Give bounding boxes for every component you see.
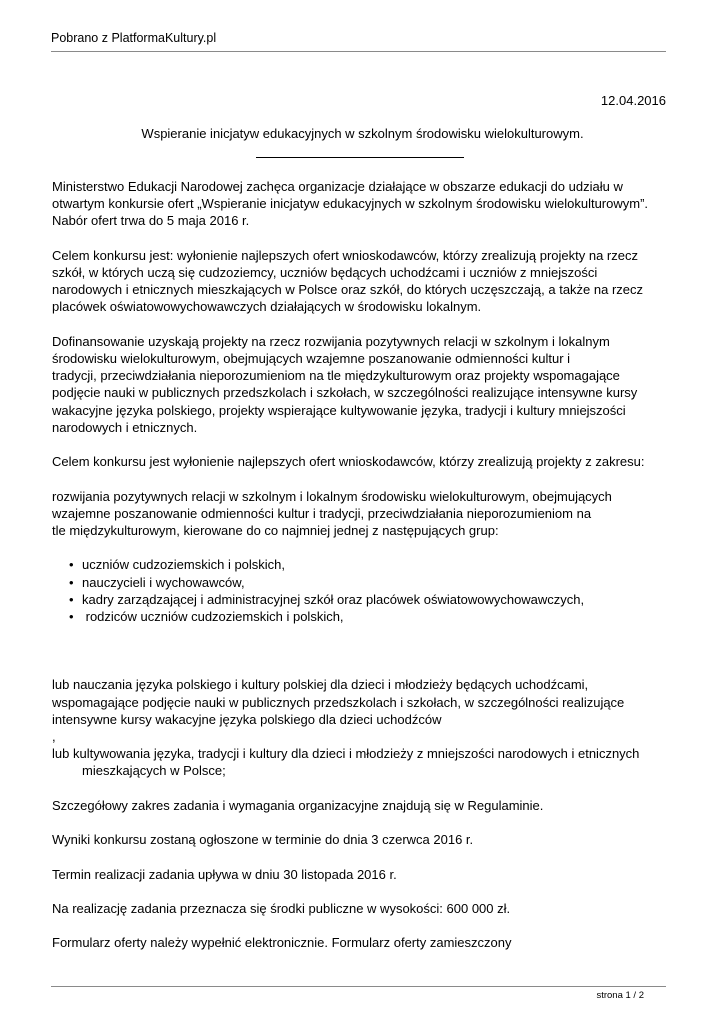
document-body <box>52 178 672 952</box>
paragraph-budget <box>52 900 672 917</box>
text-line: Nabór ofert trwa do 5 maja 2016 r. <box>52 213 250 229</box>
text-line: lub kultywowania języka, tradycji i kultury dla dzieci i młodzieży z mniejszości narodowych i etnicznych <box>52 746 640 762</box>
text-line: Dofinansowanie uzyskają projekty na rzecz rozwijania pozytywnych relacji w szkolnym i lokalnym <box>52 333 610 349</box>
page-header-source: Pobrano z PlatformaKultury.pl <box>51 31 217 45</box>
paragraph-deadline <box>52 866 672 883</box>
header-divider <box>51 51 666 52</box>
paragraph-funding <box>52 333 672 436</box>
text-line: wspomagające podjęcie nauki w publicznych przedszkolach i szkołach, w szczególności realizujące <box>52 694 625 710</box>
text-line: tle międzykulturowym, kierowane do co najmniej jednej z następujących grup: <box>52 523 499 538</box>
paragraph-regulations <box>52 797 672 814</box>
paragraph-form <box>52 934 672 951</box>
text-line: podjęcie nauki w publicznych przedszkolach i szkołach, w szczególności realizujące intensywne kursy <box>52 385 638 401</box>
bullet-icon: • <box>69 609 74 624</box>
document-title: Wspieranie inicjatyw edukacyjnych w szkolnym środowisku wielokulturowym. <box>141 126 584 141</box>
text-line: Termin realizacji zadania upływa w dniu 30 listopada 2016 r. <box>52 866 397 882</box>
list-item <box>52 574 672 591</box>
bullet-icon: • <box>69 591 74 607</box>
target-groups-list <box>52 556 672 625</box>
list-item-text: uczniów cudzoziemskich i polskich, <box>82 557 286 573</box>
text-line: narodowych i etnicznych mieszkających w Polsce oraz szkół, do których uczęszczają, a także na rzecz <box>52 282 644 298</box>
bullet-icon: • <box>69 557 74 573</box>
paragraph-scope-relations <box>52 488 672 540</box>
page-number: strona 1 / 2 <box>596 990 644 1001</box>
list-item-text: rodziców uczniów cudzoziemskich i polskich, <box>82 609 344 624</box>
paragraph-goal <box>52 247 672 316</box>
footer-divider <box>51 986 666 987</box>
text-line: Celem konkursu jest wyłonienie najlepszych ofert wnioskodawców, którzy zrealizują projekty z zakresu: <box>52 454 645 470</box>
text-line: Ministerstwo Edukacji Narodowej zachęca organizacje działające w obszarze edukacji do udziału w <box>52 179 623 194</box>
text-line: rozwijania pozytywnych relacji w szkolnym i lokalnym środowisku wielokulturowym, obejmujących <box>52 488 612 504</box>
text-line: , <box>52 729 56 744</box>
list-item-text: nauczycieli i wychowawców, <box>82 574 245 590</box>
text-line: tradycji, przeciwdziałania nieporozumieniom na tle międzykulturowym oraz projekty wspomagające <box>52 368 620 384</box>
paragraph-scope-intro <box>52 453 672 470</box>
list-item-text: kadry zarządzającej i administracyjnej szkół oraz placówek oświatowowychowawczych, <box>82 591 585 607</box>
text-line: otwartym konkursie ofert „Wspieranie inicjatyw edukacyjnych w szkolnym środowisku wielokulturowym”. <box>52 196 649 212</box>
text-line: placówek oświatowowychowawczych działających w środowisku lokalnym. <box>52 299 482 315</box>
title-underline <box>256 157 464 158</box>
document-date: 12.04.2016 <box>600 93 666 108</box>
text-line: Formularz oferty należy wypełnić elektronicznie. Formularz oferty zamieszczony <box>52 935 512 951</box>
list-item <box>52 591 672 608</box>
list-item <box>52 556 672 573</box>
text-line: Szczegółowy zakres zadania i wymagania organizacyjne znajdują się w Regulaminie. <box>52 797 544 813</box>
text-line: Na realizację zadania przeznacza się środki publiczne w wysokości: 600 000 zł. <box>52 900 511 916</box>
bullet-icon: • <box>69 574 74 590</box>
text-line: narodowych i etnicznych. <box>52 419 198 435</box>
text-line: środowisku wielokulturowym, obejmujących wzajemne poszanowanie odmienności kultur i <box>52 351 571 366</box>
text-line: Celem konkursu jest: wyłonienie najlepszych ofert wnioskodawców, którzy zrealizują projekty na rzecz <box>52 247 638 263</box>
paragraph-results-date <box>52 831 672 848</box>
text-line: mieszkających w Polsce; <box>82 763 226 779</box>
list-item <box>52 608 672 625</box>
text-line: intensywne kursy wakacyjne języka polskiego dla dzieci uchodźców <box>52 711 442 727</box>
text-line: szkół, w których uczą się cudzoziemcy, uczniów będących uchodźcami i uczniów z mniejszości <box>52 265 598 280</box>
paragraph-announcement <box>52 178 672 230</box>
text-line: wzajemne poszanowanie odmienności kultur i tradycji, przeciwdziałania nieporozumieniom na <box>52 505 592 521</box>
text-line: lub nauczania języka polskiego i kultury polskiej dla dzieci i młodzieży będących uchodźcami, <box>52 677 589 693</box>
text-line: wakacyjne języka polskiego, projekty wspierające kultywowanie języka, tradycji i kultury mniejszości <box>52 402 626 418</box>
text-line: Wyniki konkursu zostaną ogłoszone w terminie do dnia 3 czerwca 2016 r. <box>52 832 474 848</box>
paragraph-scope-language <box>52 676 672 779</box>
